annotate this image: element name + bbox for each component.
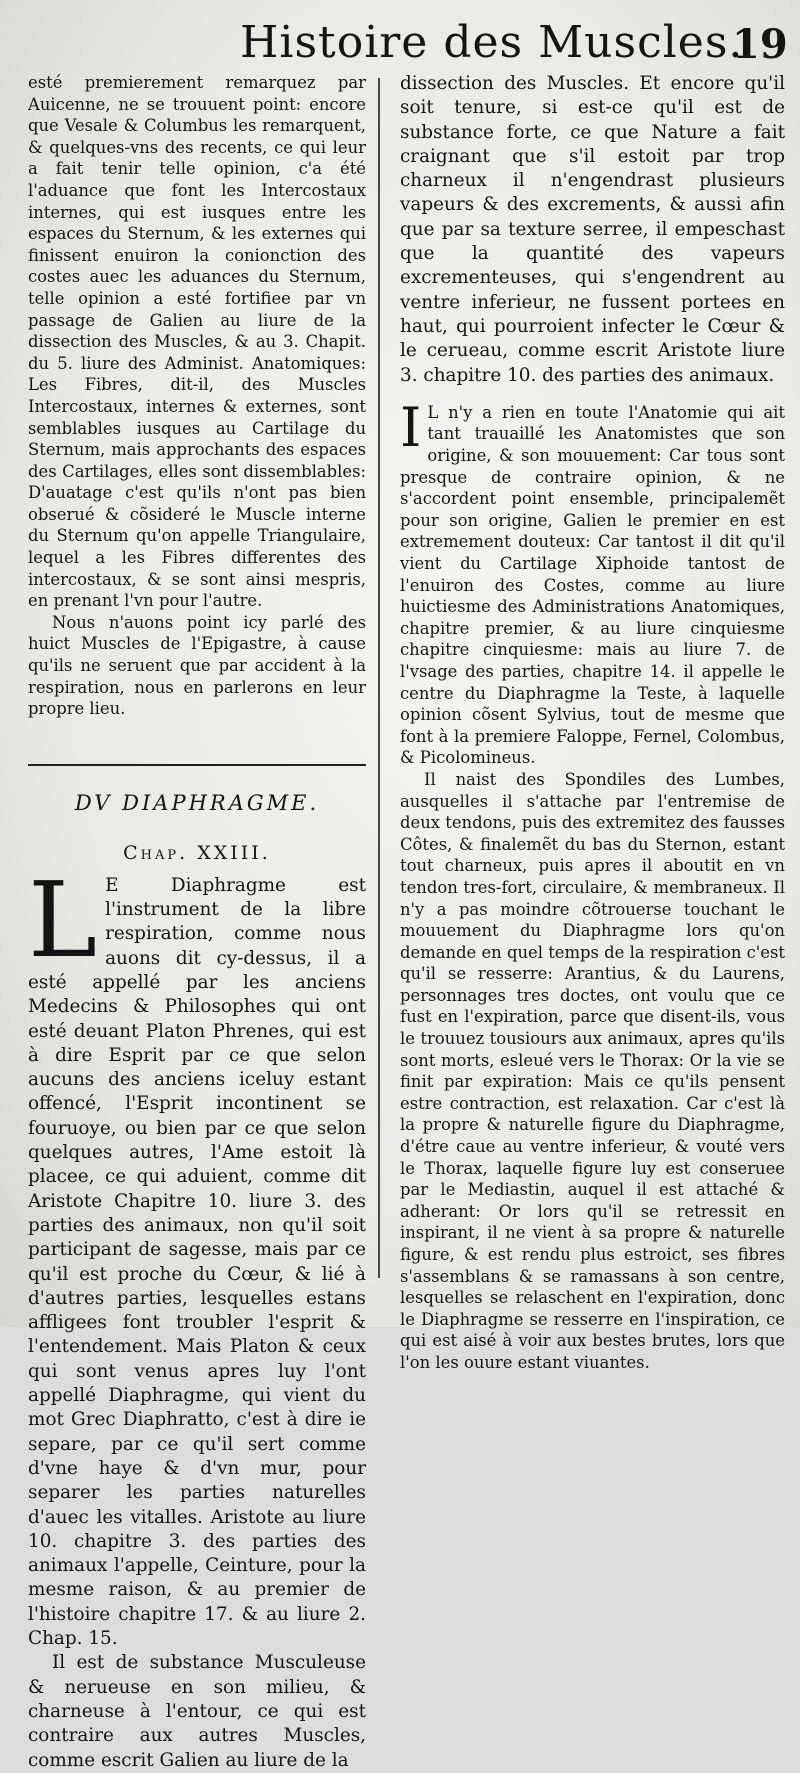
left-paragraph-continuation: esté premierement remarquez par Auicenne, ne se trouuent point: encore que Vesale & Columbus les remarquent, & quelques-vns des recents, ce qui leur a fait tenir telle opinion, c'a été l'aduance que font les Intercostaux internes, qui est iusques entre les espaces du Sternum, & les externes qui finissent enuiron la conionction des costes auec les aduances du Sternum, telle opinion a esté fortifiee par vn passage de Galien au liure de la dissection des Muscles, & au 3. Chapit. du 5. liure des Administ. Anatomiques: Les Fibres, dit-il, des Muscles Intercostaux, internes & externes, sont semblables iusques au Cartilage du Sternum, mais approchants des espaces des Cartilages, elles sont dissemblables: D'auatage c'est qu'ils n'ont pas bien obserué & cõsideré le Muscle interne du Sternum qu'on appelle Triangulaire, lequel a les Fibres differentes des intercostaux, & se sont ainsi mespris, en prenant l'vn pour l'autre. <box>28 73 366 611</box>
diaphragme-paragraph-text: E Diaphragme est l'instrument de la libre respiration, comme nous auons dit cy-dessus, il a esté appellé par les anciens Medecins & Philosophes qui ont esté deuant Platon Phrenes, qui est à dire Esprit par ce que selon aucuns des anciens iceluy estant offencé, l'Esprit incontinent se fouruoye, ou bien par ce que selon quelques autres, l'Ame estoit là placee, ce qui aduient, comme dit Aristote Chapitre 10. liure 3. des parties des animaux, non qu'il soit participant de sagesse, mais par ce qu'il est proche du Cœur, & lié à d'autres parties, lesquelles estans affligees font troubler l'esprit & l'entendement. Mais Platon & ceux qui sont venus apres luy l'ont appellé Diaphragme, qui vient du mot Grec Diaphratto, c'est à dire ie separe, par ce qu'il sert comme d'vne haye & d'vn mur, pour separer les parties naturelles d'auec les vitalles. Aristote au liure 10. chapitre 3. des parties des animaux l'appelle, Ceinture, pour la mesme raison, & au premier de l'histoire chapitre 17. & au liure 2. Chap. 15. <box>28 874 366 1650</box>
substance-paragraph: Il est de substance Musculeuse & nerueuse en son milieu, & charneuse à l'entour, ce qui est contraire aux autres Muscles, comme escrit Galien au liure de la <box>28 1652 366 1771</box>
chapter-heading: Chap. XXIII. <box>123 841 271 864</box>
drop-cap-i: I <box>400 395 422 459</box>
right-paragraph-continuation: dissection des Muscles. Et encore qu'il soit tenure, si est-ce qu'il est de substance forte, ce que Nature a fait craignant que s'il estoit par trop charneux il n'engendrast plusieurs vapeurs & des excrements, & aussi afin que par sa texture serree, il empeschast que la quantité des vapeurs excrementeuses, qui s'engendrent au ventre inferieur, ne fussent portees en haut, qui pourroient infecter le Cœur & le cerueau, comme escrit Aristote liure 3. chapitre 10. des parties des animaux. <box>400 73 785 386</box>
spondiles-paragraph: Il naist des Spondiles des Lumbes, ausquelles il s'attache par l'entremise de deux tendons, puis des extremitez des fausses Côtes, & finalemẽt du bas du Sternon, estant tout charneux, puis apres il aboutit en vn tendon tres-fort, circulaire, & membraneux. Il n'y a pas moindre cõtrouerse touchant le mouuement du Diaphragme lors qu'on demande en quel temps de la respiration c'est qu'il se resserre: Arantius, & du Laurens, personnages tres doctes, ont voulu que ce fust en l'expiration, parce que disent-ils, vous le trouuez tousiours aux animaux, apres qu'ils sont morts, esleué vers le Thorax: Or la vie se finit par expiration: Mais ce qu'ils pensent estre contraction, est relaxation. Car c'est là la propre & naturelle figure du Diaphragme, d'étre caue au ventre inferieur, & vouté vers le Thorax, laquelle figure luy est conseruee par le Mediastin, auquel il est attaché & adherant: Or lors qu'il se retressit en inspirant, il ne vient à sa propre & naturelle figure, & est rendu plus estroict, ses fibres s'assemblans & se ramassans à son centre, lesquelles se relaschent en l'expiration, donc le Diaphragme se resserre en l'inspiration, ce qui est aisé à voir aux bestes brutes, lors que l'on les ouure estant viuantes. <box>400 769 785 1372</box>
origine-paragraph-text: L n'y a rien en toute l'Anatomie qui ait tant trauaillé les Anatomistes que son origine, & son mouuement: Car tous sont presque de contraire opinion, & ne s'accordent point ensemble, principalemẽt pour son origine, Galien le premier en est extremement douteux: Car tantost il dit qu'il vient du Cartilage Xiphoide tantost de l'enuiron des Costes, comme au liure huictiesme des Administrations Anatomiques, chapitre premier, & au liure cinquiesme chapitre cinquiesme: mais au liure 7. de l'vsage des parties, chapitre 14. il appelle le centre du Diaphragme la Teste, à laquelle opinion cõsent Sylvius, tout de mesme que font à la premiere Faloppe, Fernel, Colombus, & Picolomineus. <box>400 402 785 768</box>
origine-paragraph <box>400 395 785 769</box>
left-paragraph-epigastre: Nous n'auons point icy parlé des huict Muscles de l'Epigastre, à cause qu'ils ne seruent que par accident à la respiration, nous en parlerons en leur propre lieu. <box>28 612 366 719</box>
diaphragme-paragraph <box>28 858 366 1652</box>
running-title: Histoire des Muscles. <box>240 17 744 68</box>
left-column <box>28 72 366 1773</box>
section-title: DV DIAPHRAGME. <box>74 790 320 815</box>
right-column <box>400 72 785 1374</box>
column-rule <box>378 78 380 1278</box>
page-number: 19 <box>732 21 788 68</box>
section-divider <box>28 764 366 766</box>
drop-cap-l: L <box>28 858 98 981</box>
